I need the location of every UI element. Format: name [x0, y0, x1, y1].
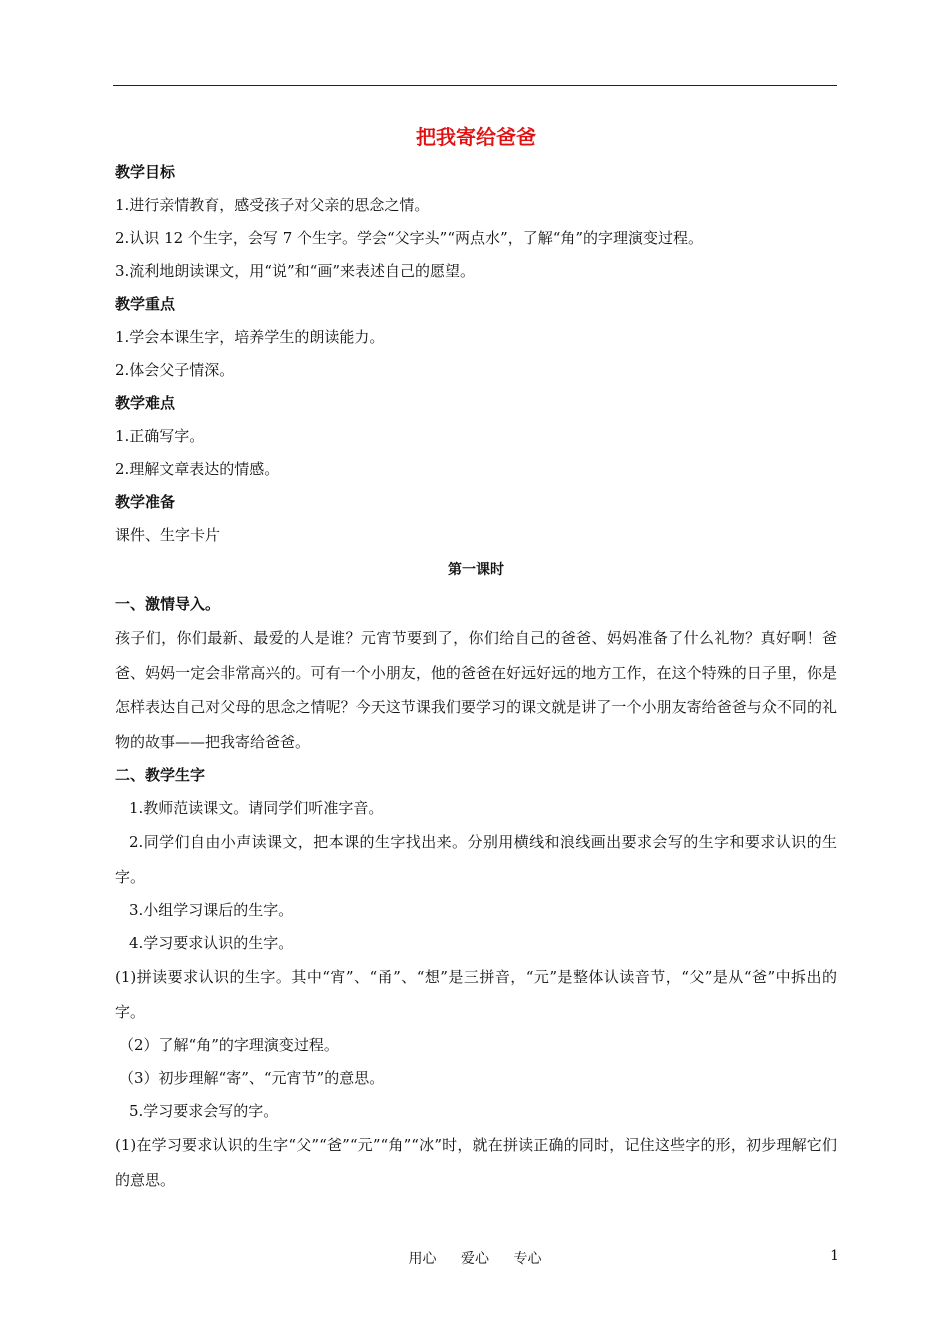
- page-number: 1: [830, 1248, 839, 1264]
- sub-step-item: （2）了解“角”的字理演变过程。: [119, 1036, 339, 1054]
- sub-step-item: (1)拼读要求认识的生字。其中“宵”、“甬”、“想”是三拼音，“元”是整体认读音节，“父”是从“爸”中拆出的字。: [115, 968, 837, 1021]
- goal-item: 3.流利地朗读课文，用“说”和“画”来表述自己的愿望。: [115, 262, 475, 280]
- step-item: 4.学习要求认识的生字。: [129, 934, 294, 952]
- step-item: 5.学习要求会写的字。: [129, 1102, 279, 1120]
- footer-word: 爱心: [461, 1251, 489, 1267]
- difficulty-item: 1.正确写字。: [115, 427, 205, 445]
- section-heading-characters: 二、教学生字: [115, 766, 206, 784]
- document-body: [115, 120, 837, 1197]
- section-heading-goals: 教学目标: [115, 163, 176, 181]
- document-title: 把我寄给爸爸: [416, 125, 536, 149]
- sub-step-item: (1)在学习要求认识的生字“父”“爸”“元”“角”“冰”时，就在拼读正确的同时，记住这些字的形，初步理解它们的意思。: [115, 1136, 837, 1189]
- section-heading-intro: 一、激情导入。: [115, 595, 221, 613]
- difficulty-item: 2.理解文章表达的情感。: [115, 460, 280, 478]
- section-heading-difficulty: 教学难点: [115, 394, 176, 412]
- section-heading-focus: 教学重点: [115, 295, 176, 313]
- footer-word: 专心: [513, 1251, 542, 1267]
- section-heading-prep: 教学准备: [115, 493, 176, 511]
- header-rule: [113, 85, 837, 86]
- intro-paragraph: 孩子们，你们最新、最爱的人是谁？元宵节要到了，你们给自己的爸爸、妈妈准备了什么礼物？真好啊！爸爸、妈妈一定会非常高兴的。可有一个小朋友，他的爸爸在好远好远的地方工作，在这个特殊的日子里，你是怎样表达自己对父母的思念之情呢？今天这节课我们要学习的课文就是讲了一个小朋友寄给爸爸与众不同的礼物的故事——把我寄给爸爸。: [115, 629, 837, 751]
- goal-item: 1.进行亲情教育，感受孩子对父亲的思念之情。: [115, 196, 430, 214]
- sub-step-item: （3）初步理解“寄”、“元宵节”的意思。: [119, 1069, 385, 1087]
- step-item: 2.同学们自由小声读课文，把本课的生字找出来。分别用横线和浪线画出要求会写的生字和要求认识的生字。: [115, 833, 837, 886]
- step-item: 1.教师范读课文。请同学们听准字音。: [129, 799, 384, 817]
- goal-item: 2.认识 12 个生字，会写 7 个生字。学会“父字头”“两点水”，了解“角”的字理演变过程。: [115, 229, 704, 247]
- footer-motto: [0, 1248, 950, 1268]
- footer-word: 用心: [408, 1251, 437, 1267]
- prep-text: 课件、生字卡片: [115, 526, 221, 544]
- step-item: 3.小组学习课后的生字。: [129, 901, 294, 919]
- lesson-heading: 第一课时: [448, 562, 504, 578]
- focus-item: 2.体会父子情深。: [115, 361, 235, 379]
- focus-item: 1.学会本课生字，培养学生的朗读能力。: [115, 328, 385, 346]
